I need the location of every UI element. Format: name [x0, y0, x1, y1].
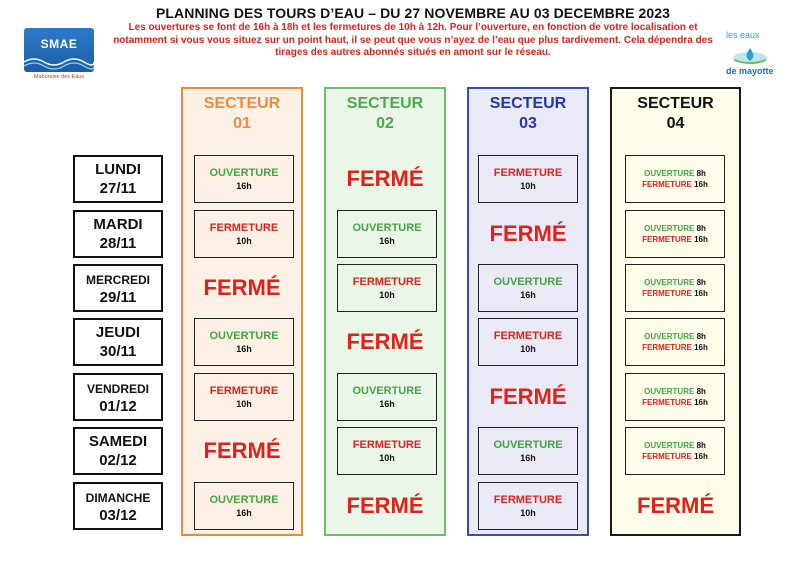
opening-label: OUVERTURE: [209, 494, 279, 506]
closed-label: FERMÉ: [203, 438, 281, 463]
closing-hour: 16h: [694, 452, 708, 461]
closing-hour: 10h: [379, 453, 395, 463]
sector-label: SECTEUR: [346, 95, 424, 112]
opening-hour: 16h: [379, 236, 395, 246]
closing-label: FERMETURE: [642, 235, 692, 244]
opening-closing-cell: [625, 318, 725, 366]
closed-cell: [469, 210, 587, 258]
closing-label: FERMETURE: [493, 167, 563, 179]
closed-cell: [183, 264, 301, 312]
eaux-logo-line2: de mayotte: [726, 66, 774, 76]
closing-hour: 16h: [694, 289, 708, 298]
closed-label: FERMÉ: [346, 166, 424, 191]
closing-cell: [478, 318, 578, 366]
closing-label: FERMETURE: [209, 385, 279, 397]
closing-label: FERMETURE: [352, 439, 422, 451]
sector-label: SECTEUR: [637, 95, 714, 112]
closed-cell: [183, 427, 301, 475]
day-name: JEUDI: [95, 324, 141, 341]
opening-label: OUVERTURE: [352, 222, 422, 234]
opening-label: OUVERTURE: [493, 276, 563, 288]
closing-hour: 16h: [694, 235, 708, 244]
page-subtitle: [112, 22, 714, 60]
sector-label: SECTEUR: [203, 95, 281, 112]
day-name: DIMANCHE: [85, 491, 151, 505]
closing-hour: 16h: [694, 180, 708, 189]
closed-cell: [326, 482, 444, 530]
opening-line: [626, 319, 724, 342]
eaux-logo-line1: les eaux: [726, 30, 760, 40]
sector-01-title: [183, 94, 301, 134]
page-title: PLANNING DES TOURS D’EAU – DU 27 NOVEMBRE AU 03 DECEMBRE 2023: [155, 5, 671, 21]
sector-02-title: [326, 94, 444, 134]
closing-cell: [194, 210, 294, 258]
sector-number: 03: [519, 115, 537, 132]
opening-label: OUVERTURE: [644, 169, 695, 178]
closed-cell: [469, 373, 587, 421]
closing-hour: 10h: [236, 236, 252, 246]
opening-line: [626, 265, 724, 288]
sector-number: 01: [233, 115, 251, 132]
opening-closing-cell: [625, 155, 725, 203]
subtitle-line: tirages des autres abonnés situés en amont sur le réseau.: [275, 47, 551, 58]
closing-hour: 16h: [694, 398, 708, 407]
closed-label: FERMÉ: [203, 275, 281, 300]
opening-line: [626, 428, 724, 451]
opening-closing-cell: [625, 427, 725, 475]
opening-label: OUVERTURE: [493, 439, 563, 451]
closing-hour: 10h: [520, 344, 536, 354]
closing-hour: 10h: [520, 508, 536, 518]
opening-hour: 8h: [696, 169, 706, 178]
opening-label: OUVERTURE: [209, 330, 279, 342]
day-name: MARDI: [93, 216, 143, 233]
smae-logo: [24, 28, 94, 86]
opening-hour: 16h: [520, 453, 536, 463]
closing-cell: [337, 427, 437, 475]
closed-cell: [326, 155, 444, 203]
sector-03-title: [469, 94, 587, 134]
closing-line: [626, 288, 724, 299]
day-date: 30/11: [99, 343, 137, 360]
opening-label: OUVERTURE: [644, 224, 695, 233]
closing-label: FERMETURE: [209, 222, 279, 234]
day-box-samedi: [73, 427, 163, 475]
closing-line: [626, 342, 724, 353]
opening-cell: [478, 427, 578, 475]
sector-04-title: [612, 94, 739, 134]
opening-hour: 16h: [236, 508, 252, 518]
opening-closing-cell: [625, 210, 725, 258]
closed-cell: [612, 482, 739, 530]
day-date: 27/11: [99, 180, 137, 197]
opening-cell: [194, 155, 294, 203]
day-box-vendredi: [73, 373, 163, 421]
day-date: 01/12: [99, 398, 137, 415]
closing-label: FERMETURE: [642, 398, 692, 407]
smae-logo-caption: Mahoraise des Eaux: [33, 74, 85, 80]
opening-label: OUVERTURE: [644, 387, 695, 396]
sector-label: SECTEUR: [489, 95, 567, 112]
closed-label: FERMÉ: [346, 493, 424, 518]
eaux-de-mayotte-logo: [722, 28, 778, 82]
closed-label: FERMÉ: [346, 329, 424, 354]
closed-label: FERMÉ: [489, 384, 567, 409]
opening-label: OUVERTURE: [644, 278, 695, 287]
wave-icon: [24, 54, 94, 70]
opening-label: OUVERTURE: [644, 332, 695, 341]
subtitle-line: notamment si vous vous situez sur un point haut, il se peut que vous n’ayez de l’eau que plus tardivement. Cela dépendra des: [113, 34, 713, 46]
closing-line: [626, 397, 724, 408]
opening-hour: 16h: [379, 399, 395, 409]
closing-hour: 10h: [379, 290, 395, 300]
smae-logo-text: SMAE: [40, 37, 78, 51]
opening-hour: 16h: [520, 290, 536, 300]
closing-hour: 10h: [520, 181, 536, 191]
closing-line: [626, 234, 724, 245]
opening-closing-cell: [625, 264, 725, 312]
opening-hour: 16h: [236, 181, 252, 191]
closing-hour: 10h: [236, 399, 252, 409]
opening-hour: 16h: [236, 344, 252, 354]
opening-hour: 8h: [696, 224, 706, 233]
opening-cell: [337, 210, 437, 258]
opening-line: [626, 374, 724, 397]
closing-label: FERMETURE: [642, 289, 692, 298]
opening-cell: [194, 318, 294, 366]
day-box-mardi: [73, 210, 163, 258]
opening-label: OUVERTURE: [644, 441, 695, 450]
subtitle-line: Les ouvertures se font de 16h à 18h et les fermetures de 10h à 12h. Pour l’ouverture, en fonction de votre localisation et: [128, 22, 698, 33]
closing-label: FERMETURE: [352, 276, 422, 288]
closing-label: FERMETURE: [493, 494, 563, 506]
day-name: LUNDI: [95, 161, 141, 178]
day-name: SAMEDI: [88, 433, 148, 450]
day-name: VENDREDI: [86, 382, 149, 396]
day-box-dimanche: [73, 482, 163, 530]
closed-cell: [326, 318, 444, 366]
closing-line: [626, 451, 724, 462]
water-drop-icon: [730, 46, 770, 66]
day-date: 03/12: [99, 507, 137, 524]
closing-label: FERMETURE: [642, 452, 692, 461]
closed-label: FERMÉ: [637, 493, 714, 518]
day-box-mercredi: [73, 264, 163, 312]
closing-hour: 16h: [694, 343, 708, 352]
closing-label: FERMETURE: [642, 343, 692, 352]
opening-cell: [478, 264, 578, 312]
closing-cell: [478, 155, 578, 203]
day-date: 29/11: [99, 289, 137, 306]
opening-label: OUVERTURE: [352, 385, 422, 397]
day-name: MERCREDI: [85, 273, 150, 287]
closing-line: [626, 179, 724, 190]
opening-hour: 8h: [696, 387, 706, 396]
day-date: 28/11: [99, 235, 137, 252]
opening-line: [626, 156, 724, 179]
opening-hour: 8h: [696, 332, 706, 341]
closing-cell: [478, 482, 578, 530]
day-box-jeudi: [73, 318, 163, 366]
sector-number: 02: [376, 115, 394, 132]
opening-hour: 8h: [696, 278, 706, 287]
closing-cell: [194, 373, 294, 421]
closed-label: FERMÉ: [489, 221, 567, 246]
sector-number: 04: [666, 115, 685, 132]
closing-label: FERMETURE: [642, 180, 692, 189]
opening-cell: [194, 482, 294, 530]
day-date: 02/12: [99, 452, 137, 469]
opening-cell: [337, 373, 437, 421]
closing-cell: [337, 264, 437, 312]
opening-closing-cell: [625, 373, 725, 421]
opening-label: OUVERTURE: [209, 167, 279, 179]
closing-label: FERMETURE: [493, 330, 563, 342]
opening-hour: 8h: [696, 441, 706, 450]
opening-line: [626, 211, 724, 234]
day-box-lundi: [73, 155, 163, 203]
